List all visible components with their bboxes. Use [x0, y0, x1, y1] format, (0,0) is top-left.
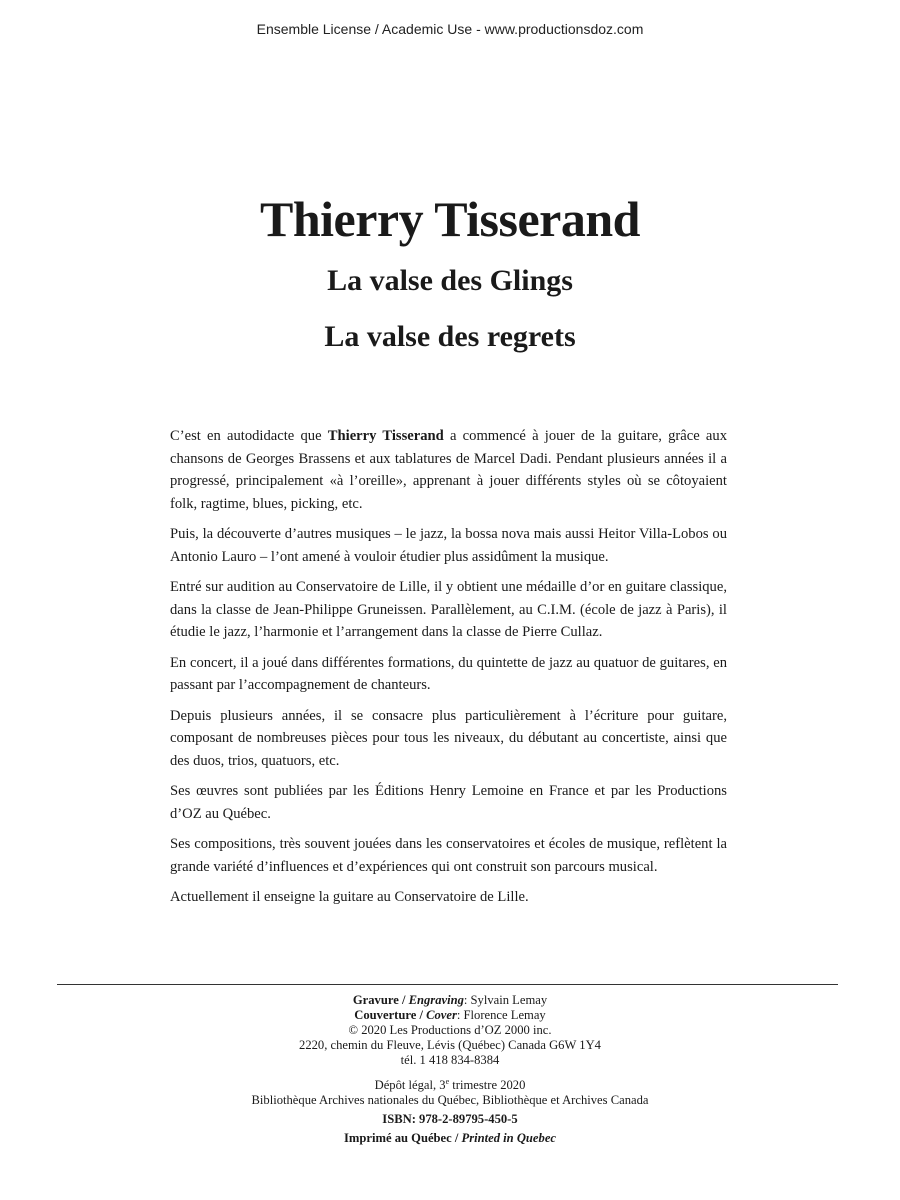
bio-text: C’est en autodidacte que: [170, 428, 328, 444]
bio-paragraph-5: Depuis plusieurs années, il se consacre plus particulièrement à l’écriture pour guitare, composant de nombreuses pièces pour tous les niveaux, du débutant au concertiste, ainsi que des duos, trios, quatuors, etc.: [170, 707, 727, 769]
cover-name: : Florence Lemay: [456, 1008, 546, 1022]
bio-paragraph-7: Ses compositions, très souvent jouées dans les conservatoires et écoles de musique, reflètent la grande variété d’influences et d’expériences qui ont construit son parcours musical.: [170, 836, 727, 875]
bio-composer-name: Thierry Tisserand: [327, 428, 444, 444]
engraving-credit: [0, 993, 900, 1008]
engraving-name: : Sylvain Lemay: [463, 993, 548, 1007]
cover-credit: [0, 1008, 900, 1023]
bio-paragraph-2: Puis, la découverte d’autres musiques – le jazz, la bossa nova mais aussi Heitor Villa-Lobos ou Antonio Lauro – l’ont amené à vouloir étudier plus assidûment la musique.: [170, 526, 727, 565]
engraving-label-en: Engraving: [408, 993, 464, 1007]
engraving-label: Gravure /: [352, 993, 409, 1007]
copyright: © 2020 Les Productions d’OZ 2000 inc.: [348, 1023, 552, 1037]
bio-paragraph-4: En concert, il a joué dans différentes formations, du quintette de jazz au quatuor de guitares, en passant par l’accompagnement de chanteurs.: [170, 654, 727, 693]
deposit-text-after: trimestre 2020: [449, 1078, 526, 1093]
license-header: Ensemble License / Academic Use - www.productionsdoz.com: [256, 21, 644, 37]
printed-fr: Imprimé au Québec /: [344, 1131, 462, 1146]
printed-en: Printed in Quebec: [461, 1131, 556, 1146]
bio-paragraph-6: Ses œuvres sont publiées par les Éditions Henry Lemoine en France et par les Productions d’OZ au Québec.: [170, 783, 727, 822]
piece-title-2: La valse des regrets: [324, 320, 576, 353]
divider: [57, 984, 838, 985]
bio-paragraph-1: [170, 425, 727, 515]
address: 2220, chemin du Fleuve, Lévis (Québec) Canada G6W 1Y4: [299, 1038, 601, 1052]
cover-label-en: Cover: [426, 1008, 457, 1022]
composer-name: Thierry Tisserand: [260, 191, 640, 247]
printed-in: [0, 1131, 900, 1146]
deposit-superscript: e: [445, 1077, 450, 1086]
bio-text: a commencé à jouer de la guitare, grâce aux chansons de Georges Brassens et aux tablatures de Marcel Dadi. Pendant plusieurs années il a progressé, principalement «à l’oreille», apprenant à jouer différents styles où se côtoyaient folk, ragtime, blues, picking, etc.: [170, 428, 728, 512]
biography: [170, 425, 727, 917]
piece-title-1: La valse des Glings: [327, 264, 573, 297]
legal-deposit: [0, 1074, 900, 1093]
isbn: [0, 1112, 900, 1127]
cover-label: Couverture /: [354, 1008, 427, 1022]
deposit-text: Dépôt légal, 3: [374, 1078, 446, 1093]
bio-paragraph-8: Actuellement il enseigne la guitare au Conservatoire de Lille.: [170, 889, 529, 905]
bio-paragraph-3: Entré sur audition au Conservatoire de Lille, il y obtient une médaille d’or en guitare classique, dans la classe de Jean-Philippe Gruneissen. Parallèlement, au C.I.M. (école de jazz à Paris), il étudie le jazz, l’harmonie et l’arrangement dans la classe de Pierre Cullaz.: [170, 579, 727, 640]
archives: Bibliothèque Archives nationales du Québec, Bibliothèque et Archives Canada: [251, 1093, 649, 1108]
phone: tél. 1 418 834-8384: [400, 1053, 500, 1067]
credits-block: [0, 993, 900, 1146]
isbn-text: ISBN: 978-2-89795-450-5: [382, 1112, 518, 1127]
